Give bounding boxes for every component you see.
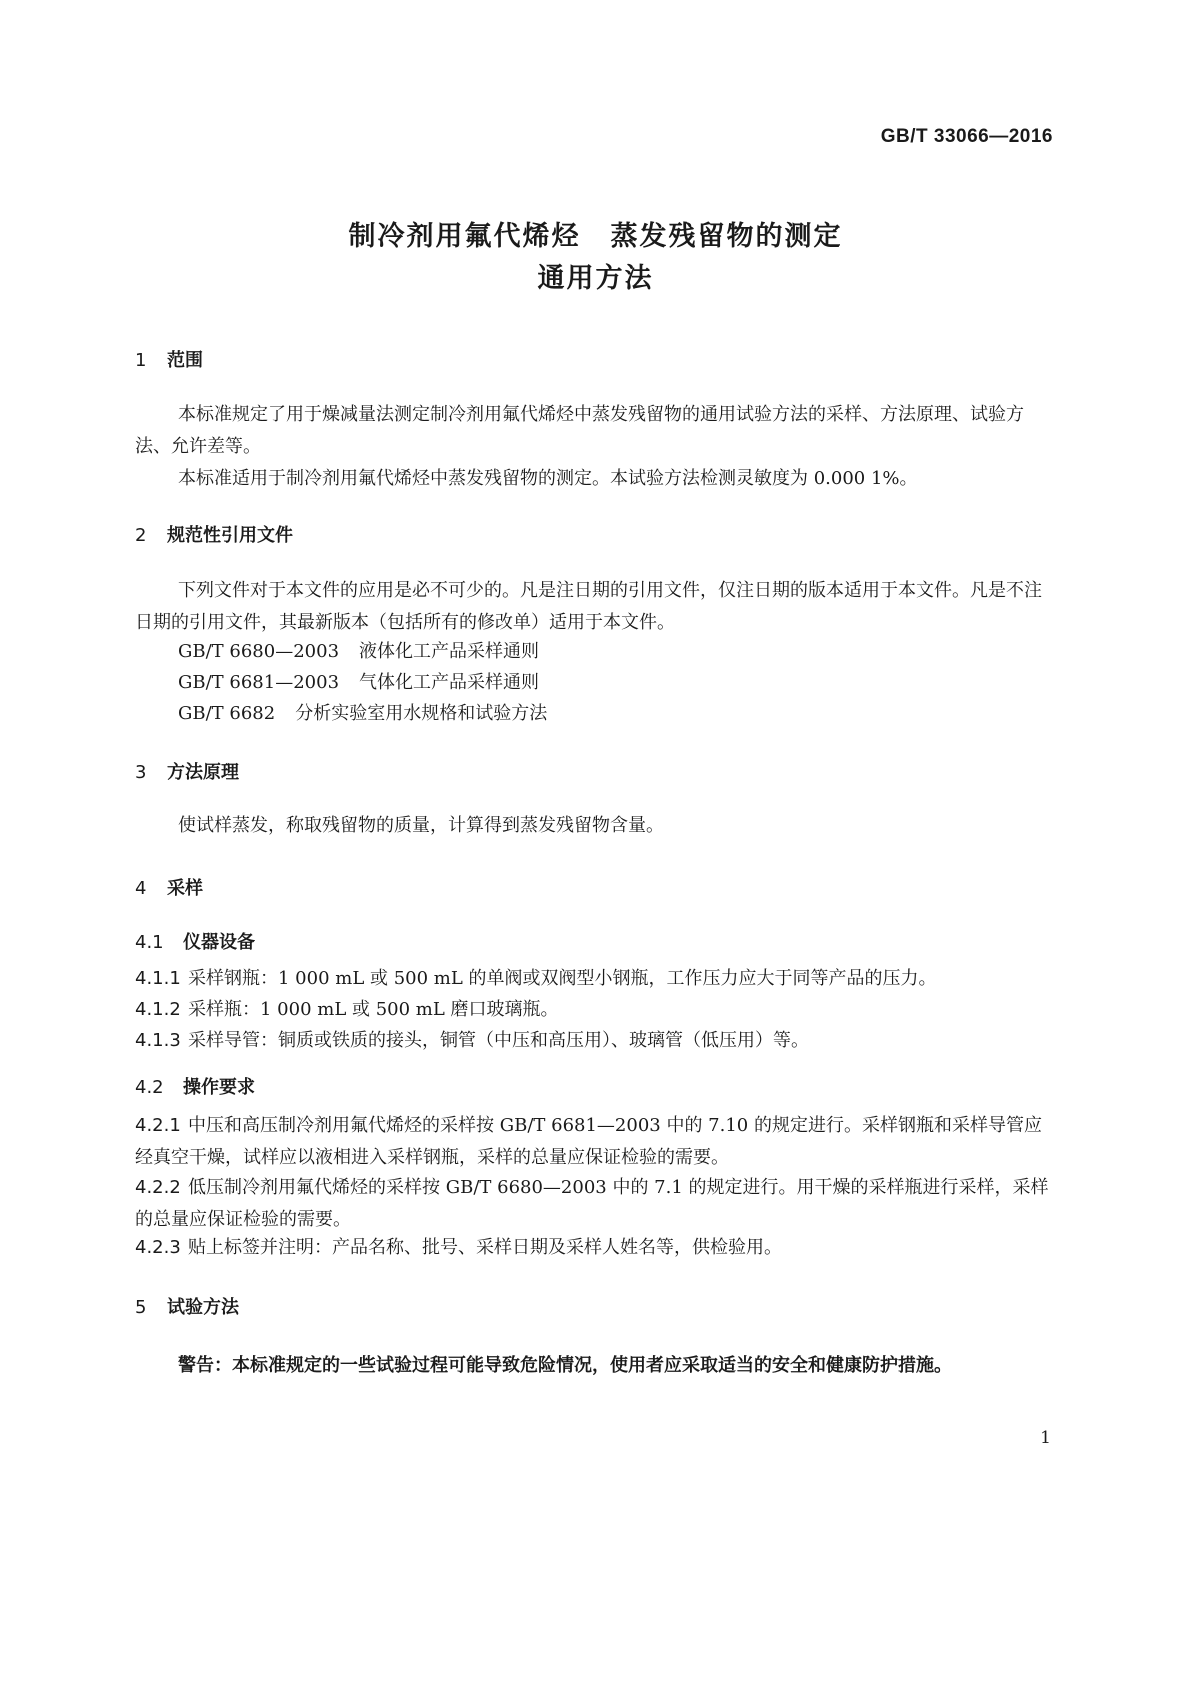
paragraph-text: 使试样蒸发，称取残留物的质量，计算得到蒸发残留物含量。 <box>178 815 664 836</box>
title-part2: 蒸发残留物的测定 <box>610 221 843 252</box>
section-title: 范围 <box>167 350 203 371</box>
section-title: 仪器设备 <box>183 932 255 953</box>
section-title: 试验方法 <box>167 1297 239 1318</box>
clause-number: 4.1.3 <box>135 1030 181 1051</box>
warning-text: 警告：本标准规定的一些试验过程可能导致危险情况，使用者应采取适当的安全和健康防护措施。 <box>178 1355 952 1376</box>
section-heading-5 <box>135 1293 239 1319</box>
clause-number: 4.2.2 <box>135 1177 181 1198</box>
section-title: 采样 <box>167 878 203 899</box>
clause-item <box>135 1172 1055 1236</box>
paragraph-text: 本标准规定了用于燥减量法测定制冷剂用氟代烯烃中蒸发残留物的通用试验方法的采样、方法原理、试验方法、允许差等。 <box>135 404 1024 457</box>
section-number: 3 <box>135 762 147 783</box>
clause-item <box>135 963 1055 995</box>
section-heading-4 <box>135 874 203 900</box>
clause-number: 4.1.2 <box>135 999 181 1020</box>
paragraph-text: 下列文件对于本文件的应用是必不可少的。凡是注日期的引用文件，仅注日期的版本适用于本文件。凡是不注日期的引用文件，其最新版本（包括所有的修改单）适用于本文件。 <box>135 580 1042 633</box>
reference-code: GB/T 6680—2003 <box>178 641 340 662</box>
clause-text: 低压制冷剂用氟代烯烃的采样按 GB/T 6680—2003 中的 7.1 的规定进行。用干燥的采样瓶进行采样，采样的总量应保证检验的需要。 <box>135 1177 1049 1230</box>
section-title: 规范性引用文件 <box>167 525 293 546</box>
document-title-line2: 通用方法 <box>537 263 654 294</box>
section-heading-1 <box>135 346 203 372</box>
clause-text: 采样导管：铜质或铁质的接头，铜管（中压和高压用）、玻璃管（低压用）等。 <box>188 1030 809 1051</box>
paragraph <box>135 463 1055 495</box>
clause-text: 中压和高压制冷剂用氟代烯烃的采样按 GB/T 6681—2003 中的 7.10 的规定进行。采样钢瓶和采样导管应经真空干燥，试样应以液相进入采样钢瓶，采样的总量应保证检验的需要。 <box>135 1115 1042 1168</box>
section-title: 方法原理 <box>167 762 239 783</box>
section-number: 1 <box>135 350 147 371</box>
reference-name: 气体化工产品采样通则 <box>359 672 540 693</box>
section-number: 5 <box>135 1297 147 1318</box>
document-title-line1 <box>0 214 1191 253</box>
clause-text: 贴上标签并注明：产品名称、批号、采样日期及采样人姓名等，供检验用。 <box>188 1237 782 1258</box>
section-title: 操作要求 <box>183 1077 255 1098</box>
clause-text: 采样钢瓶：1 000 mL 或 500 mL 的单阀或双阀型小钢瓶，工作压力应大于同等产品的压力。 <box>188 968 937 989</box>
clause-item <box>135 1025 1055 1057</box>
clause-number: 4.1.1 <box>135 968 181 989</box>
paragraph <box>135 399 1055 463</box>
clause-item <box>135 1110 1055 1174</box>
reference-item <box>178 699 547 725</box>
paragraph <box>135 575 1055 639</box>
section-number: 2 <box>135 525 147 546</box>
clause-number: 4.2.1 <box>135 1115 181 1136</box>
clause-item <box>135 1232 1055 1264</box>
reference-code: GB/T 6682 <box>178 703 276 724</box>
reference-name: 液体化工产品采样通则 <box>359 641 540 662</box>
title-part1: 制冷剂用氟代烯烃 <box>348 221 581 252</box>
section-number: 4 <box>135 878 147 899</box>
reference-item <box>178 637 539 663</box>
clause-number: 4.2.3 <box>135 1237 181 1258</box>
subsection-heading-4-1 <box>135 928 255 954</box>
paragraph-text: 本标准适用于制冷剂用氟代烯烃中蒸发残留物的测定。本试验方法检测灵敏度为 0.000 1%。 <box>178 468 918 489</box>
section-heading-3 <box>135 758 239 784</box>
subsection-heading-4-2 <box>135 1073 255 1099</box>
reference-code: GB/T 6681—2003 <box>178 672 340 693</box>
reference-name: 分析实验室用水规格和试验方法 <box>295 703 548 724</box>
clause-text: 采样瓶：1 000 mL 或 500 mL 磨口玻璃瓶。 <box>188 999 559 1020</box>
page-number: 1 <box>1040 1428 1051 1448</box>
section-number: 4.1 <box>135 932 164 953</box>
section-heading-2 <box>135 521 293 547</box>
clause-item <box>135 994 1055 1026</box>
paragraph <box>135 810 1055 842</box>
section-number: 4.2 <box>135 1077 164 1098</box>
standard-number: GB/T 33066—2016 <box>880 126 1053 147</box>
reference-item <box>178 668 539 694</box>
